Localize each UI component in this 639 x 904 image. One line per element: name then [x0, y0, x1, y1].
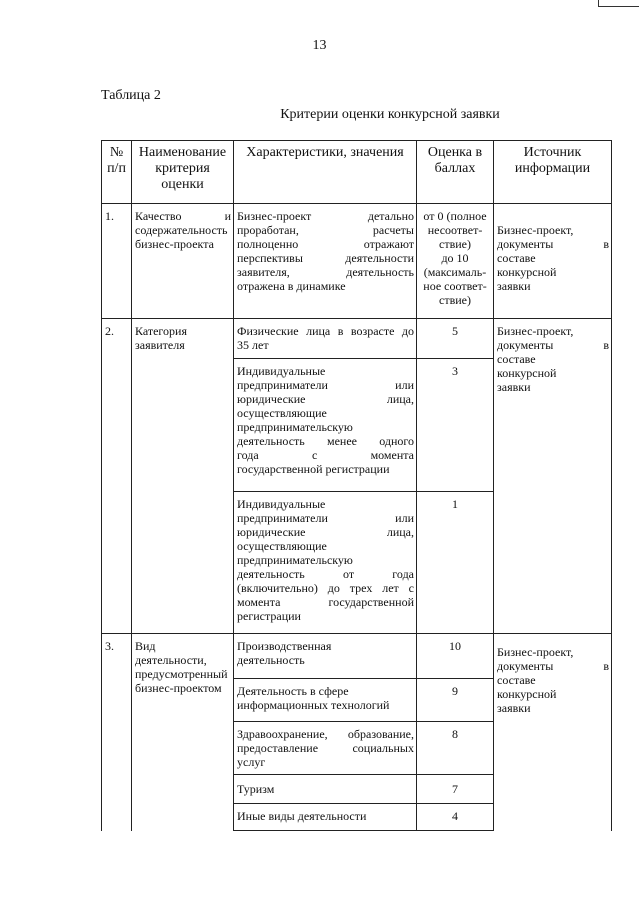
characteristic-text [237, 809, 414, 823]
text-line: полноценно отражают [237, 237, 414, 251]
table-label: Таблица 2 [101, 88, 161, 103]
text-line: деятельность менее одного [237, 434, 414, 448]
text-line: до 10 [441, 251, 469, 265]
table-title: Критерии оценки конкурсной заявки [280, 107, 500, 122]
text-line: регистрации [237, 609, 301, 623]
text-line: заявителя, деятельность [237, 265, 414, 279]
table-line [233, 491, 494, 492]
header-line: Оценка в [427, 145, 483, 160]
text-line: заявки [497, 380, 531, 394]
text-line: (включительно) до трех лет с [237, 581, 414, 595]
criterion-name [135, 639, 231, 695]
header-line: Наименование [138, 145, 227, 160]
text-line: составе [497, 673, 536, 687]
table-line [131, 140, 132, 831]
text-line: ствие) [439, 293, 471, 307]
text-line: конкурсной [497, 687, 557, 701]
source-info [497, 324, 609, 394]
text-line: заявки [497, 279, 531, 293]
source-info [497, 645, 609, 715]
table-line [611, 140, 612, 831]
score-value [417, 209, 493, 307]
text-line: предприниматели или [237, 378, 414, 392]
characteristic-text [237, 727, 414, 769]
text-line: Иные виды деятельности [237, 809, 367, 823]
table-line [233, 678, 494, 679]
page-number: 13 [312, 38, 327, 53]
score-value: 10 [449, 639, 461, 653]
header-line: Характеристики, значения [246, 145, 404, 160]
text-line: конкурсной [497, 265, 557, 279]
text-line: предпринимательскую [237, 420, 353, 434]
text-line: осуществляющие [237, 406, 327, 420]
table-line [101, 140, 102, 831]
text-line: предприниматели или [237, 511, 414, 525]
score-value: 7 [452, 782, 458, 796]
text-line: деятельность [237, 653, 305, 667]
text-line: предпринимательскую [237, 553, 353, 567]
text-line: года с момента [237, 448, 414, 462]
text-line: ствие) [439, 237, 471, 251]
characteristic-text [237, 364, 414, 476]
table-line [233, 774, 494, 775]
header-line: критерия [155, 161, 210, 176]
text-line: документы в [497, 237, 609, 251]
text-line: государственной регистрации [237, 462, 390, 476]
characteristic-text [237, 209, 414, 293]
text-line: перспективы деятельности [237, 251, 414, 265]
characteristic-text [237, 639, 414, 667]
row-number: 1. [105, 209, 114, 223]
characteristic-text [237, 497, 414, 623]
text-line: заявки [497, 701, 531, 715]
table-line [101, 140, 612, 141]
source-info [497, 223, 609, 293]
text-line: Вид [135, 639, 156, 653]
text-line: информационных технологий [237, 698, 390, 712]
text-line: Бизнес-проект, [497, 324, 574, 338]
header-source [494, 145, 611, 177]
text-line: момента государственной [237, 595, 414, 609]
text-line: юридические лица, [237, 525, 414, 539]
text-line: деятельность от года [237, 567, 414, 581]
text-line: несоответ- [427, 223, 483, 237]
header-line: оценки [161, 177, 204, 192]
text-line: Деятельность в сфере [237, 684, 349, 698]
text-line: составе [497, 352, 536, 366]
header-number [102, 145, 131, 177]
table-line [233, 140, 234, 831]
text-line: бизнес-проектом [135, 681, 222, 695]
table-line [233, 803, 494, 804]
characteristic-text [237, 684, 414, 712]
text-line: бизнес-проекта [135, 237, 214, 251]
header-criterion [132, 145, 233, 193]
row-number: 2. [105, 324, 114, 338]
table-line [101, 633, 612, 634]
text-line: Здравоохранение, образование, [237, 727, 414, 741]
text-line: Индивидуальные [237, 497, 326, 511]
text-line: юридические лица, [237, 392, 414, 406]
text-line: документы в [497, 659, 609, 673]
text-line: Индивидуальные [237, 364, 326, 378]
text-line: Производственная [237, 639, 332, 653]
score-value: 5 [452, 324, 458, 338]
table-line [101, 203, 612, 204]
text-line: Бизнес-проект, [497, 223, 574, 237]
table-line [233, 830, 494, 831]
text-line: отражена в динамике [237, 279, 346, 293]
score-value: 8 [452, 727, 458, 741]
row-number: 3. [105, 639, 114, 653]
table-line [233, 721, 494, 722]
text-line: от 0 (полное [423, 209, 487, 223]
criterion-name [135, 209, 231, 251]
text-line: конкурсной [497, 366, 557, 380]
text-line: проработан, расчеты [237, 223, 414, 237]
text-line: Категория [135, 324, 187, 338]
characteristic-text [237, 782, 414, 796]
text-line: услуг [237, 755, 266, 769]
header-line: баллах [434, 161, 476, 176]
text-line: ное соответ- [423, 279, 487, 293]
text-line: содержательность [135, 223, 228, 237]
header-characteristics [234, 145, 416, 161]
score-value: 4 [452, 809, 458, 823]
text-line: заявителя [135, 338, 185, 352]
characteristic-text [237, 324, 414, 352]
text-line: 35 лет [237, 338, 269, 352]
table-line [101, 318, 612, 319]
header-line: п/п [107, 161, 126, 176]
text-line: Качество и [135, 209, 231, 223]
header-line: № [109, 145, 124, 160]
text-line: Физические лица в возрасте до [237, 324, 414, 338]
text-line: Туризм [237, 782, 275, 796]
text-line: (максималь- [423, 265, 487, 279]
criteria-table [101, 140, 612, 831]
text-line: составе [497, 251, 536, 265]
score-value: 3 [452, 364, 458, 378]
header-line: Источник [523, 145, 582, 160]
header-line: информации [514, 161, 591, 176]
scan-corner-mark [598, 0, 639, 7]
text-line: Бизнес-проект, [497, 645, 574, 659]
table-line [233, 358, 494, 359]
score-value: 1 [452, 497, 458, 511]
text-line: предоставление социальных [237, 741, 414, 755]
table-line [493, 140, 494, 831]
text-line: документы в [497, 338, 609, 352]
text-line: осуществляющие [237, 539, 327, 553]
text-line: Бизнес-проект детально [237, 209, 414, 223]
criterion-name [135, 324, 231, 352]
text-line: предусмотренный [135, 667, 228, 681]
header-score [417, 145, 493, 177]
text-line: деятельности, [135, 653, 207, 667]
score-value: 9 [452, 684, 458, 698]
